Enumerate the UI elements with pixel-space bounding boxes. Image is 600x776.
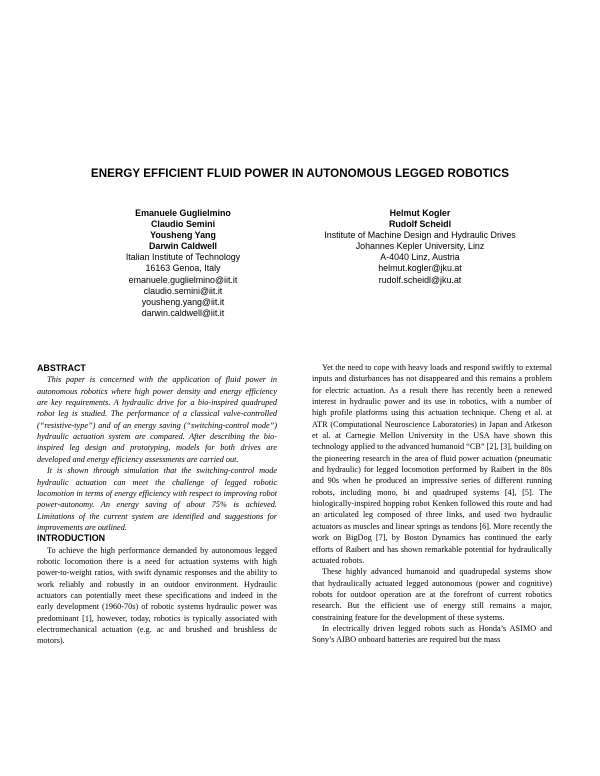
author-name: Helmut Kogler	[389, 208, 451, 218]
author-email: helmut.kogler@jku.at	[378, 263, 462, 274]
body-paragraph: In electrically driven legged robots such as Honda’s ASIMO and Sony’s AIBO onboard batteries are required but the mass	[312, 623, 552, 645]
author-email: emanuele.guglielmino@iit.it	[128, 274, 238, 285]
author-name: Darwin Caldwell	[148, 241, 218, 252]
right-column	[312, 362, 552, 646]
abstract-paragraph: It is shown through simulation that the switching-control mode hydraulic actuation can meet the challenge of legged robotic locomotion in terms of energy efficiency with respect to improving robot power-autonomy. An energy saving of about 75% is achieved. Limitations of the current system are identified and suggestions for improvements are outlined.	[37, 466, 277, 532]
author-name: Emanuele Guglielmino	[135, 208, 231, 218]
introduction-heading: INTRODUCTION	[37, 533, 106, 544]
paper-title: ENERGY EFFICIENT FLUID POWER IN AUTONOMOUS LEGGED ROBOTICS	[90, 167, 510, 180]
author-institution: Institute of Machine Design and Hydraulic Drives	[324, 230, 516, 241]
author-email: yousheng.yang@iit.it	[141, 296, 225, 307]
authors-right	[300, 208, 540, 286]
author-institution: Italian Institute of Technology	[125, 252, 241, 263]
author-email: darwin.caldwell@iit.it	[141, 307, 225, 318]
author-address: A-4040 Linz, Austria	[380, 252, 460, 263]
author-email: claudio.semini@iit.it	[143, 285, 223, 296]
author-name: Yousheng Yang	[150, 230, 216, 241]
author-email: rudolf.scheidl@jku.at	[378, 274, 462, 285]
authors-left	[63, 208, 303, 319]
left-column	[37, 360, 277, 647]
body-paragraph: These highly advanced humanoid and quadrupedal systems show that hydraulically actuated legged autonomous (power and cognitive) robots for outdoor operation are at the forefront of current robotics research. But the efficient use of energy still remains a major, constraining feature for the development of these systems.	[312, 567, 552, 622]
abstract-paragraph: This paper is concerned with the application of fluid power in autonomous robotics where high power density and energy efficiency are key requirements. A hydraulic drive for a bio-inspired quadruped robot leg is studied. The performance of a classical valve-controlled (“resistive-type”) and of an energy saving (“switching-control mode”) hydraulic actuation system are compared. After describing the bio-inspired leg design and prototyping, models for both drives are developed and energy efficiency assessments are carried out.	[37, 375, 277, 464]
author-name: Rudolf Scheidl	[388, 219, 452, 230]
abstract-heading: ABSTRACT	[37, 363, 86, 373]
introduction-paragraph: To achieve the high performance demanded by autonomous legged robotic locomotion there is a need for actuation systems with high power-to-weight ratios, with swift dynamic responses and the ability to work reliably and robustly in an outdoor environment. Hydraulic actuators can potentially meet these specifications and indeed in the early development (1960-70s) of robotic systems hydraulic power was predominant [1], however, today, robotics is typically associated with electromechanical actuation (e.g. ac and brushed and brushless dc motors).	[37, 545, 277, 646]
author-name: Claudio Semini	[150, 219, 216, 230]
author-university: Johannes Kepler University, Linz	[355, 241, 485, 252]
author-address: 16163 Genoa, Italy	[145, 263, 221, 274]
body-paragraph: Yet the need to cope with heavy loads and respond swiftly to external inputs and disturbances has not disappeared and this remains a problem for electric actuation. As a result there has recently been a renewed interest in hydraulic power and its use in robotics, with a number of high profile platforms using this actuation technique. Cheng et al. at ATR (Computational Neuroscience Laboratories) in Japan and Atkeson et al. at Carnegie Mellon University in the USA have shown this technology applied to the advanced humanoid “CB” [2], [3], building on the pioneering research in the area of fluid power actuation (pneumatic and hydraulic) for legged locomotion performed by Raibert in the 80s and 90s when he produced an impressive series of different running robots, including mono, bi and quadruped systems [4], [5]. The biologically-inspired hopping robot Kenken followed this route and had an articulated leg composed of three links, and used two hydraulic actuators as muscles and linear springs as tendons [6]. More recently the work on BigDog [7], by Boston Dynamics has continued the early efforts of Raibert and has shown remarkable potential for hydraulically actuated robots.	[312, 363, 552, 565]
